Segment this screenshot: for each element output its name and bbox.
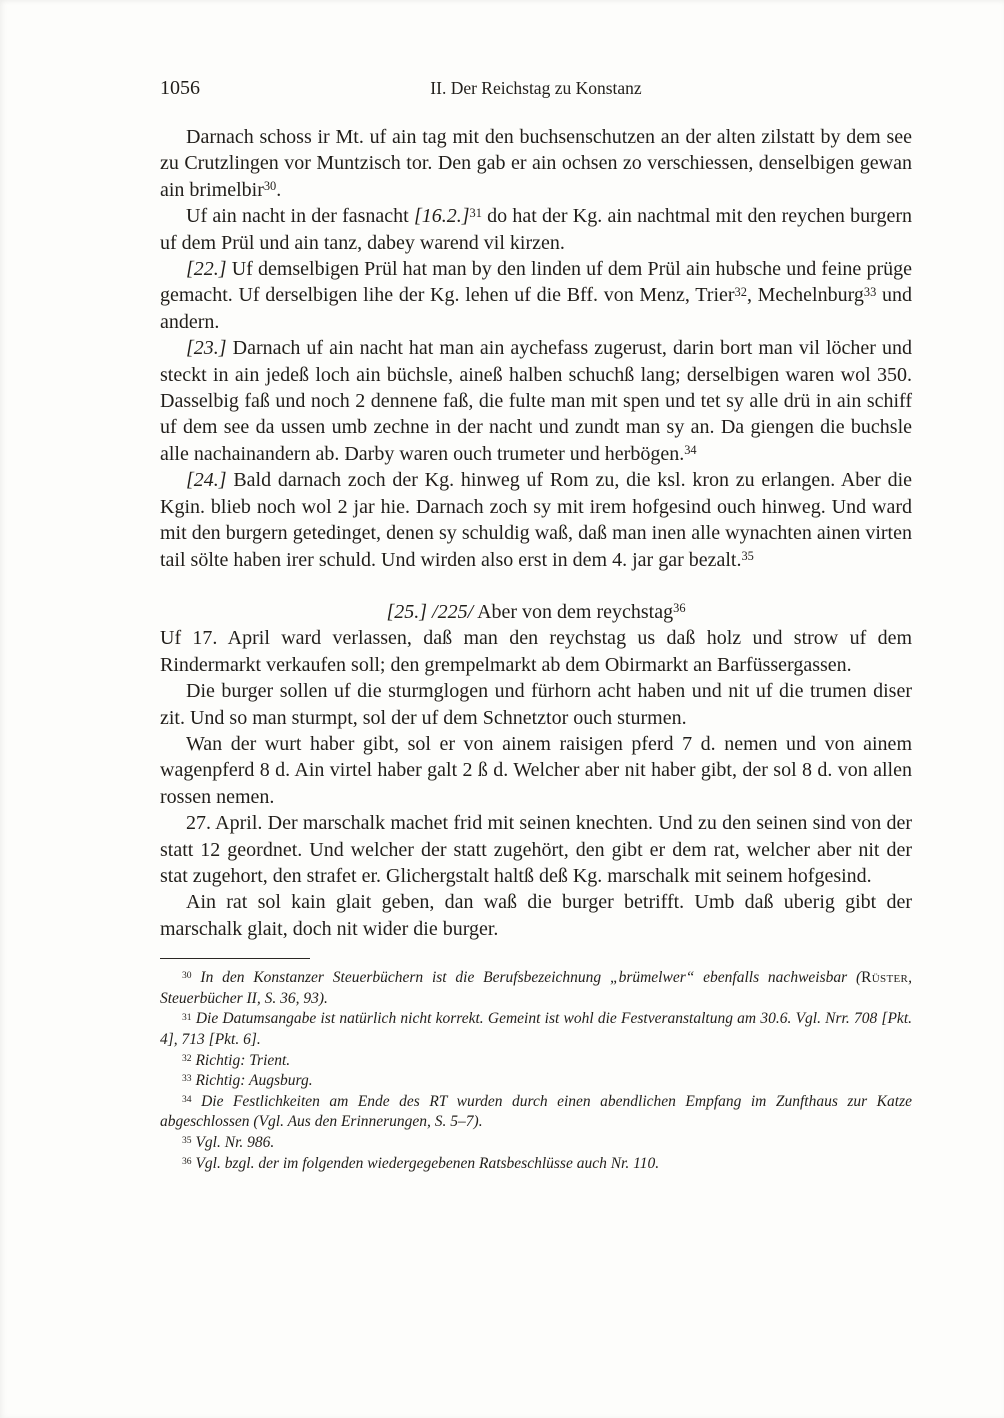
paragraph: Uf 17. April ward verlassen, daß man den reychstag us daß holz und strow uf dem Rindermarkt verkaufen soll; den grempelmarkt ab dem Obirmarkt an Barfüssergassen. xyxy=(160,627,912,676)
paragraph: Ain rat sol kain glait geben, dan waß die burger betrifft. Umb daß uberig gibt der marschalk glait, doch nit wider die burger. xyxy=(160,891,912,940)
footnote-section xyxy=(160,958,912,1174)
paragraph: Die burger sollen uf die sturmglogen und fürhorn acht haben und nit uf die trumen diser zit. Und so man sturmpt, sol der uf dem Schnetztor ouch sturmen. xyxy=(160,680,912,729)
paragraph: [24.] Bald darnach zoch der Kg. hinweg uf Rom zu, die ksl. kron zu erlangen. Aber die Kgin. blieb noch wol 2 jar hie. Darnach zoch sy mit irem hofgesind ouch hinweg. Und ward mit den burgern getedinget, denen sy schuldig waß, daß man inen alle wynachten ainen virten tail sölte haben irer schuld. Und wirden also erst in dem 4. jar gar bezalt.$^{35}$ xyxy=(160,469,912,571)
paragraph: Wan der wurt haber gibt, sol er von ainem raisigen pferd 7 d. nemen und von ainem wagenpferd 8 d. Ain virtel haber galt 2 ß d. Welcher aber nit haber gibt, der sol 8 d. von allen rossen nemen. xyxy=(160,732,912,808)
footnote-list xyxy=(160,968,912,1174)
paragraph: [23.] Darnach uf ain nacht hat man ain aychefass zugerust, darin bort man vil löcher und steckt in ain jedeß loch ain büchsle, aineß halben schuchß lang; derselbigen waren wol 350. Dasselbig faß und noch 2 dennene faß, die fulte man mit spen und tet sy alle drü in ain schiff uf dem see da ussen umb zechne in der nacht und zundt man sy an. Da giengen die buchsle alle nachainandern ab. Darby waren ouch trumeter und herbögen.$^{34}$ xyxy=(160,337,912,465)
paragraph: [22.] Uf demselbigen Prül hat man by den linden uf dem Prül ain hubsche und feine prüge gemacht. Uf derselbigen lihe der Kg. lehen uf die Bff. von Menz, Trier$^{32}$, Mechelnburg$^{33}$ und andern. xyxy=(160,258,912,333)
paragraph: Uf ain nacht in der fasnacht $[16.2.]^{31}$ do hat der Kg. ain nachtmal mit den reychen burgern uf dem Prül und ain tanz, dabey warend vil kirzen. xyxy=(160,205,912,254)
paragraph: Darnach schoss ir Mt. uf ain tag mit den buchsenschutzen an der alten zilstatt by dem see zu Crutzlingen vor Muntzisch tor. Den gab er ain ochsen zo verschiessen, denselbigen gewan ain brimelbir$^{30}$. xyxy=(160,126,912,201)
footnote-30: $^{30}$ In den Konstanzer Steuerbüchern ist die Berufsbezeichnung „brümelwer“ ebenfalls nachweisbar (Rüster, Steuerbücher II, S. 36, 93). xyxy=(160,969,912,1007)
footnote-32: $^{32}$ Richtig: Trient. xyxy=(182,1051,291,1069)
footnote-36: $^{36}$ Vgl. bzgl. der im folgenden wiedergegebenen Ratsbeschlüsse auch Nr. 110. xyxy=(182,1154,660,1172)
footnote-rule xyxy=(160,958,310,959)
section-heading: [25.] /225/ Aber von dem reychstag$^{36}$ xyxy=(386,600,686,623)
paragraph: 27. April. Der marschalk machet frid mit seinen knechten. Und zu den seinen sind von der statt 12 geordnet. Und welcher der statt zugehört, den gibt er dem rat, welcher aber nit der stat zugehort, den strafet er. Glichergstalt haltß deß Kg. marschalk mit seinem hofgesind. xyxy=(160,812,912,887)
footnote-33: $^{33}$ Richtig: Augsburg. xyxy=(182,1072,313,1090)
footnote-34: $^{34}$ Die Festlichkeiten am Ende des RT wurden durch einen abendlichen Empfang im Zunfthaus zur Katze abgeschlossen (Vgl. Aus den Erinnerungen, S. 5–7). xyxy=(160,1092,912,1131)
page-number: 1056 xyxy=(160,77,200,99)
running-head: II. Der Reichstag zu Konstanz xyxy=(430,78,642,98)
footnote-35: $^{35}$ Vgl. Nr. 986. xyxy=(182,1133,275,1151)
body-text xyxy=(160,124,912,942)
footnote-31: $^{31}$ Die Datumsangabe ist natürlich nicht korrekt. Gemeint ist wohl die Festveranstaltung am 30.6. Vgl. Nrr. 708 [Pkt. 4], 713 [Pkt. 6]. xyxy=(160,1010,912,1048)
page-content xyxy=(160,76,912,1174)
page-header xyxy=(160,76,912,100)
